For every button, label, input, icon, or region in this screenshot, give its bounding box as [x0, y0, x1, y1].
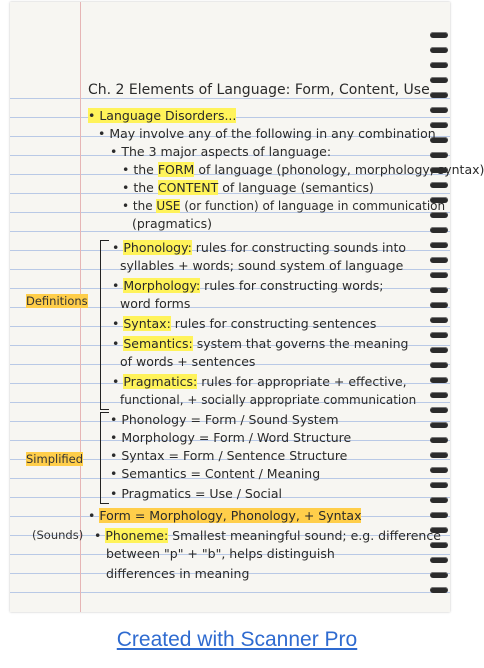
spiral-ring — [430, 392, 448, 398]
definitions-bracket — [100, 240, 109, 410]
highlighted-text: Phoneme: — [105, 528, 169, 543]
highlighted-text: Semantics: — [123, 336, 193, 351]
text: • — [112, 374, 124, 389]
spiral-ring — [430, 347, 448, 353]
note-line: • The 3 major aspects of language: — [110, 144, 332, 159]
spiral-ring — [430, 437, 448, 443]
note-line: (pragmatics) — [132, 216, 213, 231]
spiral-ring — [430, 242, 448, 248]
simplified-bracket — [100, 412, 109, 504]
spiral-ring — [430, 107, 448, 113]
spiral-ring — [430, 362, 448, 368]
spiral-ring — [430, 332, 448, 338]
note-line: • Phonology = Form / Sound System — [110, 412, 339, 427]
note-line: word forms — [120, 296, 191, 311]
text: • — [112, 278, 124, 293]
spiral-ring — [430, 32, 448, 38]
text: • the — [122, 180, 158, 195]
note-line — [88, 508, 361, 524]
text: • — [94, 528, 106, 543]
highlighted-text: Phonology: — [123, 240, 192, 255]
simplified-tag: Simplified — [26, 452, 84, 466]
text: • — [112, 240, 124, 255]
highlighted-text: FORM — [157, 162, 195, 177]
highlighted-text: USE — [156, 199, 181, 213]
note-line: syllables + words; sound system of language — [120, 258, 404, 273]
note-line — [122, 198, 445, 214]
highlighted-text: Form = Morphology, Phonology, + Syntax — [99, 508, 362, 523]
text: • the — [122, 199, 157, 213]
spiral-ring — [430, 422, 448, 428]
note-line — [88, 108, 236, 124]
page-title: Ch. 2 Elements of Language: Form, Content, Use — [88, 82, 430, 98]
spiral-ring — [430, 452, 448, 458]
text: rules for constructing words; — [200, 278, 384, 293]
text: system that governs the meaning — [192, 336, 409, 351]
spiral-ring — [430, 272, 448, 278]
spiral-ring — [430, 287, 448, 293]
spiral-ring — [430, 92, 448, 98]
sounds-tag: (Sounds) — [32, 528, 84, 542]
note-line — [122, 162, 484, 178]
spiral-ring — [430, 152, 448, 158]
spiral-ring — [430, 182, 448, 188]
text: of language (phonology, morphology, syntax) — [194, 162, 484, 177]
highlighted-text: Morphology: — [123, 278, 201, 293]
definitions-tag: Definitions — [26, 294, 88, 308]
spiral-ring — [430, 512, 448, 518]
text: rules for constructing sounds into — [191, 240, 407, 255]
spiral-ring — [430, 257, 448, 263]
note-line: of words + sentences — [120, 354, 256, 369]
note-line: between "p" + "b", helps distinguish — [106, 546, 335, 561]
highlighted-text: • Language Disorders... — [88, 108, 237, 123]
text: of language (semantics) — [218, 180, 374, 195]
spiral-binding — [426, 2, 452, 612]
text: Smallest meaningful sound; e.g. difference — [168, 528, 441, 543]
spiral-ring — [430, 587, 448, 593]
text: • — [88, 508, 100, 523]
text: rules for constructing sentences — [170, 316, 377, 331]
ruled-line — [10, 98, 450, 99]
spiral-ring — [430, 377, 448, 383]
text: (or function) of language in communication — [180, 199, 446, 213]
ruled-line — [10, 592, 450, 593]
spiral-ring — [430, 47, 448, 53]
scanner-pro-link[interactable]: Created with Scanner Pro — [116, 628, 358, 651]
note-line: differences in meaning — [106, 566, 250, 581]
highlighted-text: CONTENT — [157, 180, 219, 195]
note-line — [112, 336, 408, 352]
highlighted-text: Pragmatics: — [123, 374, 198, 389]
spiral-ring — [430, 77, 448, 83]
note-line: • Pragmatics = Use / Social — [110, 486, 282, 501]
note-line — [112, 374, 407, 390]
note-line: functional, + socially appropriate communication — [120, 393, 417, 407]
spiral-ring — [430, 317, 448, 323]
spiral-ring — [430, 572, 448, 578]
spiral-ring — [430, 302, 448, 308]
spiral-ring — [430, 497, 448, 503]
note-line — [112, 278, 384, 294]
note-line: • Morphology = Form / Word Structure — [110, 430, 352, 445]
spiral-ring — [430, 467, 448, 473]
spiral-ring — [430, 62, 448, 68]
text: • — [112, 316, 124, 331]
notebook-page — [10, 2, 484, 612]
spiral-ring — [430, 482, 448, 488]
note-line — [112, 240, 406, 256]
note-line: • May involve any of the following in any combination — [98, 126, 436, 141]
note-line: • Syntax = Form / Sentence Structure — [110, 448, 348, 463]
text: rules for appropriate + effective, — [197, 374, 407, 389]
ruled-line — [10, 231, 450, 232]
text: • — [112, 336, 124, 351]
note-line — [112, 316, 376, 332]
spiral-ring — [430, 407, 448, 413]
text: • the — [122, 162, 158, 177]
spiral-ring — [430, 227, 448, 233]
highlighted-text: Syntax: — [123, 316, 171, 331]
note-line — [94, 528, 441, 544]
spiral-ring — [430, 557, 448, 563]
note-line — [122, 180, 374, 196]
note-line: • Semantics = Content / Meaning — [110, 466, 321, 481]
